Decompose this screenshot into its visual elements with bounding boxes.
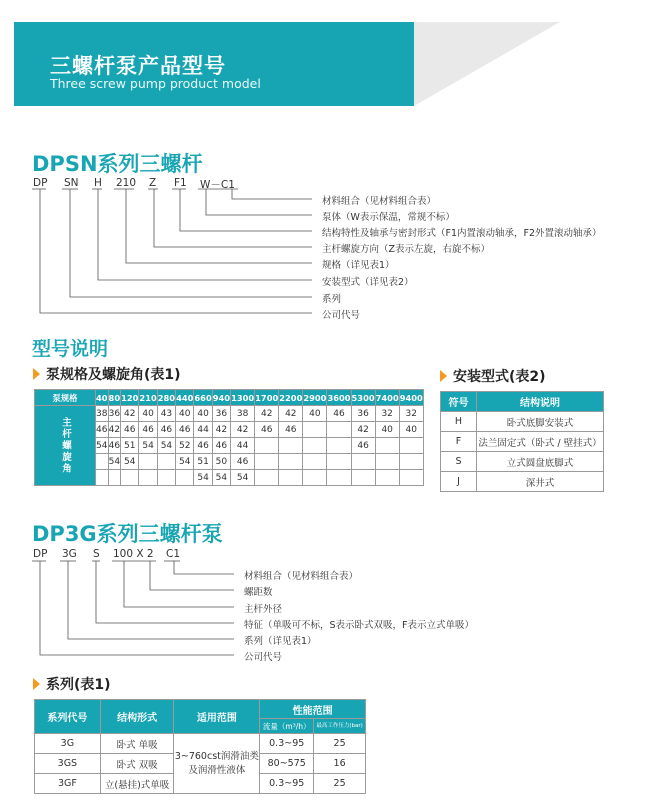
- table-cell: 46: [121, 422, 139, 438]
- table-cell: 46: [194, 438, 212, 454]
- dp3g-code-dp: DP: [33, 548, 48, 560]
- table-cell: 46: [351, 438, 375, 454]
- table-cell: 54: [212, 470, 230, 486]
- table-cell: 46: [327, 406, 351, 422]
- series-table-header-row: 系列代号 结构形式 适用范围 性能范围: [35, 700, 366, 719]
- table-cell: 44: [231, 438, 255, 454]
- table-cell: 42: [351, 422, 375, 438]
- table-row: S 立式圆盘底脚式: [441, 452, 604, 472]
- spec-table-side-label: 主杆螺旋角: [35, 406, 96, 486]
- table-cell: 54: [139, 438, 157, 454]
- table-cell: 36: [351, 406, 375, 422]
- dpsn-code-wc1: W－C1: [200, 179, 235, 191]
- dp3g-label-series: 系列（详见表1）: [244, 636, 317, 647]
- dpsn-label-install: 安装型式（详见表2）: [322, 277, 414, 288]
- table-cell: 46: [212, 438, 230, 454]
- table-cell: 36: [212, 406, 230, 422]
- dpsn-label-direction: 主杆螺旋方向（Z表示左旋，右旋不标）: [322, 244, 491, 255]
- table-cell: 38: [96, 406, 109, 422]
- dp3g-label-material: 材料组合（见材料组合表）: [244, 571, 359, 582]
- dpsn-code-f1: F1: [174, 177, 187, 189]
- table-row: 3G 卧式 单吸 3~760cst润滑油类及润滑性液体 0.3~95 25: [35, 734, 366, 754]
- table-cell: 40: [399, 422, 423, 438]
- series-table: [34, 699, 366, 794]
- table-cell: 54: [176, 454, 194, 470]
- dp3g-label-pitch: 螺距数: [244, 587, 273, 598]
- page-title: 三螺杆泵产品型号: [50, 54, 226, 78]
- table1-title: 泵规格及螺旋角(表1): [33, 364, 181, 384]
- table-cell: 43: [157, 406, 175, 422]
- table-cell: 46: [279, 422, 303, 438]
- dp3g-label-feature: 特征（单吸可不标，S表示卧式双吸，F表示立式单吸）: [244, 620, 474, 631]
- table-cell: 54: [194, 470, 212, 486]
- table-cell: 46: [139, 422, 157, 438]
- dp3g-code-c1: C1: [166, 548, 181, 560]
- dpsn-label-material: 材料组合（见材料组合表）: [322, 196, 437, 207]
- table2-title: 安装型式(表2): [440, 366, 546, 386]
- table-cell: 54: [121, 454, 139, 470]
- dpsn-label-company: 公司代号: [322, 310, 361, 321]
- dp3g-label-diameter: 主杆外径: [244, 604, 283, 615]
- series-scope-cell: 3~760cst润滑油类及润滑性液体: [174, 734, 260, 794]
- install-table-header-row: 符号 结构说明: [441, 392, 604, 412]
- dp3g-code-100x2: 100 X 2: [113, 548, 154, 560]
- series-table-subheader-row: 流量（m³/h） 最高工作压力(bar): [35, 719, 366, 734]
- dpsn-heading: DPSN系列三螺杆: [32, 152, 203, 176]
- table-row: 3GS 卧式 双吸 80~575 16: [35, 754, 366, 774]
- table-cell: 46: [96, 422, 109, 438]
- table-cell: 42: [108, 422, 121, 438]
- dpsn-label-body: 泵体（W表示保温，常规不标）: [322, 212, 455, 223]
- table-cell: 32: [375, 406, 399, 422]
- spec-table-header-row: 泵规格 40 80 120 210 280 440 660 940 1300 1700 2200 2900 3600 5300 7400 9400: [35, 390, 424, 406]
- dpsn-code-h: H: [94, 177, 102, 189]
- table-cell: 54: [157, 438, 175, 454]
- table-cell: 38: [231, 406, 255, 422]
- table-cell: 46: [231, 454, 255, 470]
- table-cell: 40: [375, 422, 399, 438]
- dp3g-label-company: 公司代号: [244, 652, 283, 663]
- table3-title: 系列(表1): [33, 674, 111, 694]
- dpsn-label-structure: 结构特性及轴承与密封形式（F1内置滚动轴承，F2外置滚动轴承）: [322, 228, 602, 239]
- dpsn-label-series: 系列: [322, 294, 342, 305]
- spec-table-corner: 泵规格: [35, 390, 96, 406]
- table-cell: 52: [176, 438, 194, 454]
- table-cell: 40: [194, 406, 212, 422]
- table-cell: 44: [194, 422, 212, 438]
- dpsn-code-sn: SN: [64, 177, 79, 189]
- table-cell: 51: [121, 438, 139, 454]
- table-cell: 42: [255, 406, 279, 422]
- table-cell: 46: [108, 438, 121, 454]
- table-row: H 卧式底脚安装式: [441, 412, 604, 432]
- dpsn-code-z: Z: [149, 177, 157, 189]
- table-cell: 51: [194, 454, 212, 470]
- model-desc-heading: 型号说明: [32, 338, 109, 360]
- table-cell: 42: [279, 406, 303, 422]
- table-row: J 深井式: [441, 472, 604, 492]
- table-row: F 法兰固定式（卧式 / 壁挂式）: [441, 432, 604, 452]
- page-subtitle: Three screw pump product model: [50, 76, 261, 91]
- table-cell: 46: [176, 422, 194, 438]
- dp3g-code-s: S: [93, 548, 100, 560]
- table-cell: 46: [255, 422, 279, 438]
- table-cell: 32: [399, 406, 423, 422]
- table-cell: 40: [303, 406, 327, 422]
- table-cell: 54: [96, 438, 109, 454]
- dpsn-code-210: 210: [116, 177, 137, 189]
- table-cell: 40: [176, 406, 194, 422]
- dp3g-code-3g: 3G: [62, 548, 77, 560]
- table-cell: 36: [108, 406, 121, 422]
- table-cell: 54: [108, 454, 121, 470]
- table-cell: 50: [212, 454, 230, 470]
- table-row: 3GF 立(悬挂)式单吸 0.3~95 25: [35, 774, 366, 794]
- dpsn-label-spec: 规格（详见表1）: [322, 260, 395, 271]
- table-cell: 42: [231, 422, 255, 438]
- table-cell: 42: [121, 406, 139, 422]
- table-cell: 42: [212, 422, 230, 438]
- dpsn-code-dp: DP: [33, 177, 48, 189]
- table-cell: 40: [139, 406, 157, 422]
- table-cell: 46: [157, 422, 175, 438]
- table-cell: 54: [231, 470, 255, 486]
- dp3g-heading: DP3G系列三螺杆泵: [32, 522, 223, 546]
- arrow-icon: [33, 678, 40, 690]
